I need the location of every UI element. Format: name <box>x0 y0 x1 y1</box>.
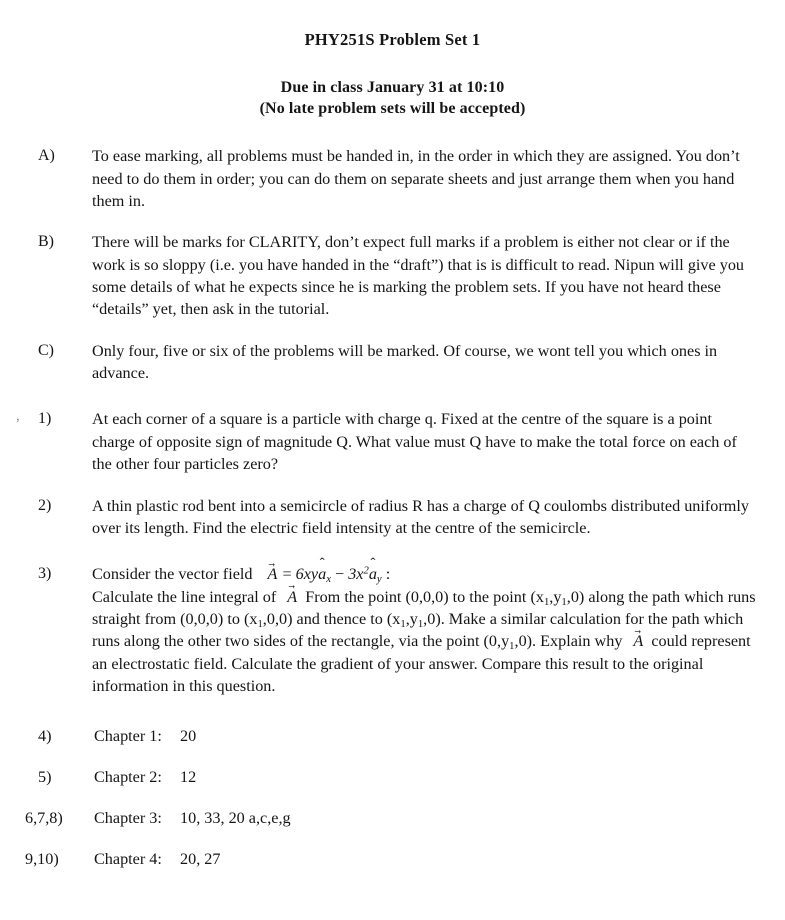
chapter-problem-list: 20, 27 <box>180 850 221 869</box>
instruction-item-c <box>0 340 785 385</box>
coord-subscript-2: 1 <box>561 595 567 608</box>
problem-item-1 <box>0 408 785 475</box>
coord-subscript-6: 1 <box>509 640 515 653</box>
scan-artifact-mark: , <box>16 408 20 425</box>
problem-3-intro: Consider the vector field <box>92 565 253 584</box>
chapter-problem-number: 9,10) <box>25 850 59 869</box>
line-integral-text-c: ,0) along the path which runs straight from (0,0,0) to (x <box>92 587 756 628</box>
chapter-name: Chapter 4: <box>94 850 162 869</box>
vector-field-symbol: A → <box>267 563 279 585</box>
line-integral-text-b: ,y <box>549 587 562 606</box>
equals-sign: = <box>282 565 292 584</box>
line-integral-text-f: ,0). Make a similar calculation for the path which runs along the other two sides of the rectangle, via the point (0,y <box>92 609 744 651</box>
instruction-label-c: C) <box>38 341 54 359</box>
problem-text-2: A thin plastic rod bent into a semicircle of radius R has a charge of Q coulombs distributed uniformly over its length. Find the electric field intensity at the centre of the semicircle. <box>92 496 749 537</box>
instruction-label-a: A) <box>38 147 55 165</box>
chapter-problem-number: 6,7,8) <box>25 809 63 828</box>
line-integral-intro: Calculate the line integral of <box>92 587 277 606</box>
chapter-problem-list: 20 <box>180 727 197 746</box>
instruction-item-a <box>0 145 785 212</box>
instructions-section <box>0 145 785 697</box>
problem-item-3 <box>0 563 785 697</box>
chapter-row <box>0 850 785 869</box>
late-policy-line: (No late problem sets will be accepted) <box>259 100 526 118</box>
instruction-text-a: To ease marking, all problems must be handed in, in the order in which they are assigned. You don’t need to do them in order; you can do them on separate sheets and just arrange them when you hand them in. <box>92 147 740 210</box>
due-date-block <box>0 77 785 119</box>
minus-sign: − <box>335 565 345 584</box>
instruction-text-b: There will be marks for CLARITY, don’t expect full marks if a problem is either not clear or if the work is so sloppy (i.e. you have handed in the “draft”) that is is difficult to read. Nipun will give you some details of what he expects since he is marking the problem sets. If you have not heard these “details” yet, then ask in the tutorial. <box>92 233 745 319</box>
line-integral-text-h: could represent an electrostatic field. Calculate the gradient of your answer. Compare this result to the original information in this question. <box>92 632 751 696</box>
problem-item-2 <box>0 495 785 540</box>
problem-label-1: 1) <box>38 410 52 428</box>
chapter-problem-number: 5) <box>38 768 52 787</box>
instruction-label-b: B) <box>38 233 54 251</box>
term-1-coefficient: 6xy <box>295 565 319 584</box>
unit-vector-y-subscript: y <box>376 573 382 586</box>
chapter-problem-number: 4) <box>38 727 52 746</box>
unit-vector-x-subscript: x <box>326 573 331 586</box>
chapter-name: Chapter 1: <box>94 727 162 746</box>
chapter-row <box>0 809 785 828</box>
coord-subscript-3: 1 <box>257 617 263 630</box>
vector-field-symbol-3: A → <box>632 630 644 652</box>
term-2-coefficient: 3x <box>348 565 364 584</box>
chapter-name: Chapter 2: <box>94 768 162 787</box>
chapter-row <box>0 768 785 787</box>
chapter-name: Chapter 3: <box>94 809 162 828</box>
problem-3-line-1 <box>92 563 756 585</box>
line-integral-text-e: ,y <box>405 609 418 628</box>
coord-subscript-1: 1 <box>543 595 550 608</box>
problem-label-3: 3) <box>38 565 52 583</box>
unit-vector-y: a ˆ <box>369 563 377 585</box>
problem-text-1: At each corner of a square is a particle with charge q. Fixed at the centre of the square is a point charge of opposite sign of magnitude Q. What value must Q have to make the total force on each of the other four particles zero? <box>92 410 737 474</box>
problem-label-2: 2) <box>38 496 52 514</box>
instruction-item-b <box>0 231 785 320</box>
unit-vector-x: a ˆ <box>318 563 326 585</box>
vector-field-symbol-2: A → <box>286 586 298 608</box>
line-integral-text-g: ,0). Explain why <box>514 632 623 651</box>
line-integral-text-d: ,0,0) and thence to (x <box>262 609 401 628</box>
line-integral-text-a: From the point (0,0,0) to the point (x <box>305 587 544 606</box>
coord-subscript-4: 1 <box>400 617 406 630</box>
chapter-problem-list: 10, 33, 20 a,c,e,g <box>180 809 291 828</box>
trailing-colon: : <box>385 565 391 584</box>
problem-text-3 <box>92 563 785 697</box>
term-2-exponent: 2 <box>363 564 369 577</box>
coord-subscript-5: 1 <box>417 617 424 630</box>
chapter-problem-list: 12 <box>180 768 197 787</box>
due-date-line: Due in class January 31 at 10:10 <box>280 79 505 96</box>
problem-3-line-2 <box>92 586 756 698</box>
instruction-text-c: Only four, five or six of the problems will be marked. Of course, we wont tell you which ones in advance. <box>92 341 718 383</box>
chapter-row <box>0 727 785 746</box>
page-title: PHY251S Problem Set 1 <box>304 30 481 49</box>
chapter-assignments-section <box>0 727 785 869</box>
